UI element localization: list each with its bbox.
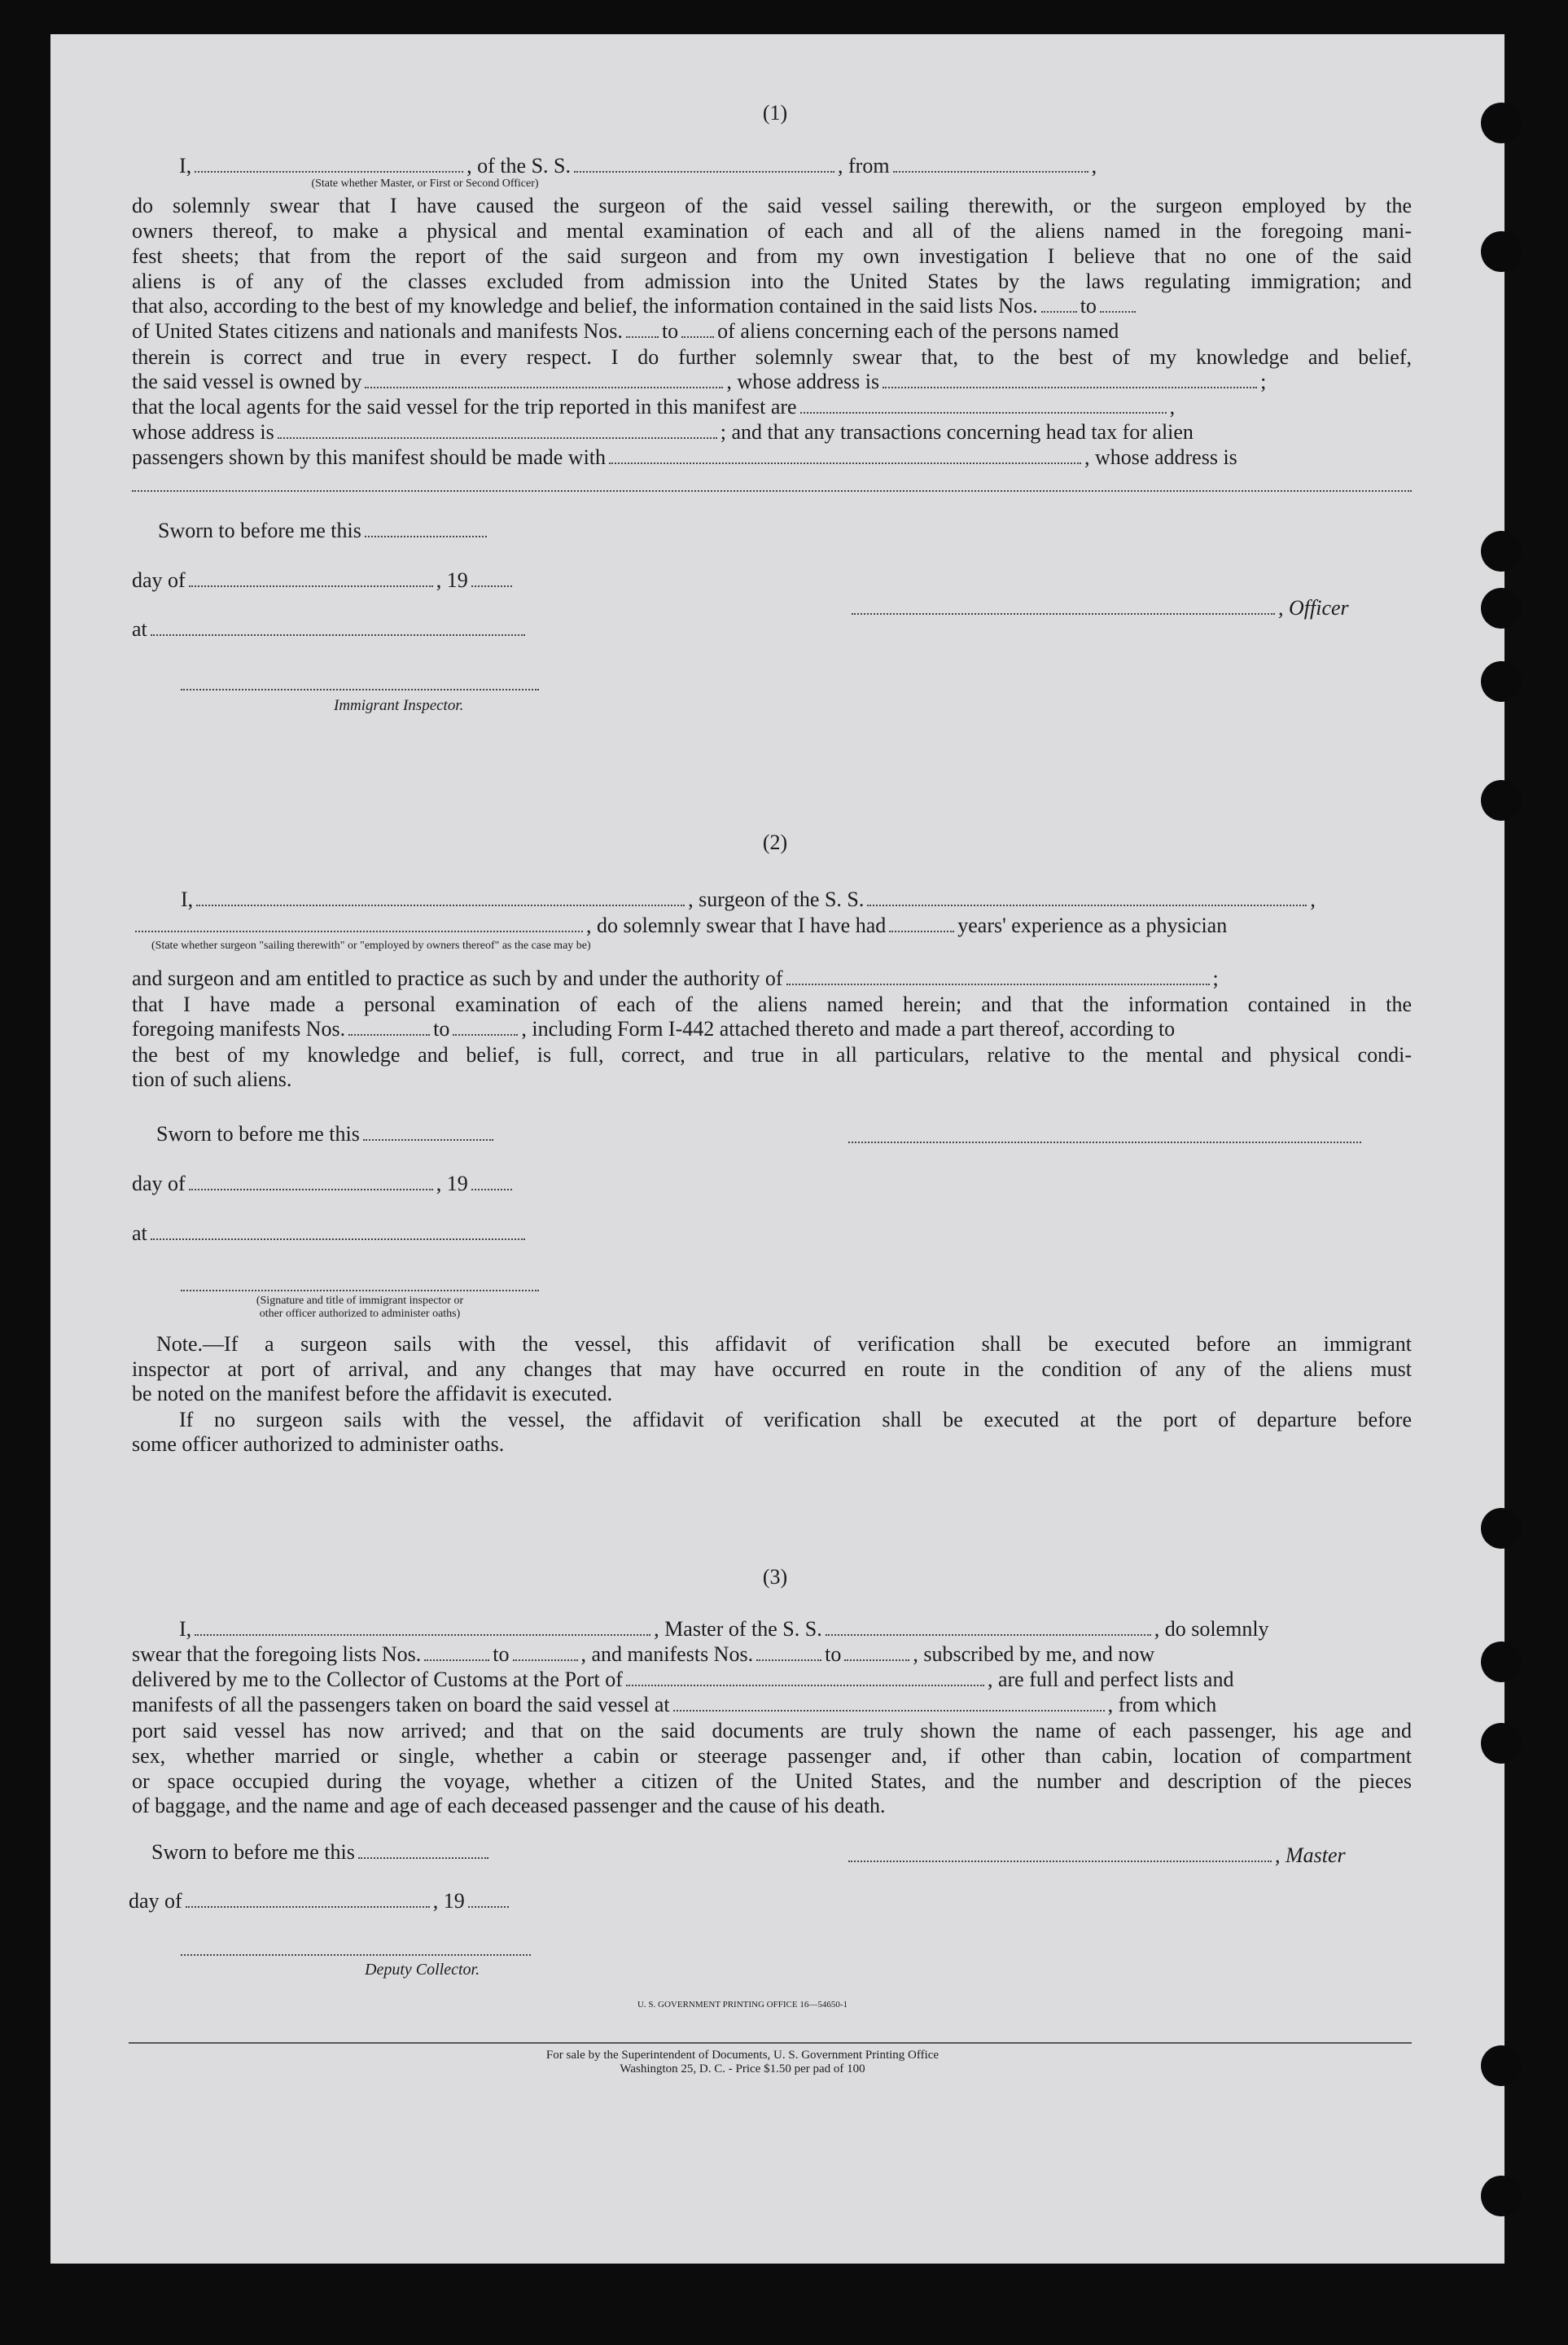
s2-at (132, 1221, 528, 1246)
s2-body-line: tion of such aliens. (132, 1067, 292, 1091)
vessel-name-field[interactable] (574, 156, 834, 173)
form-page (50, 34, 1504, 2264)
s3-year-field[interactable] (468, 1891, 509, 1908)
s2-line1-c: , (1310, 888, 1316, 911)
years-experience-field[interactable] (889, 916, 954, 932)
binder-hole (1481, 1642, 1522, 1682)
s1-line6-c: of aliens concerning each of the persons named (717, 319, 1119, 343)
s1-line9-a: that the local agents for the said vessel for the trip reported in this manifest are (132, 395, 797, 419)
s2-line3-b: ; (1212, 966, 1219, 990)
s2-line5-a: foregoing manifests Nos. (132, 1017, 346, 1041)
s1-caption: (State whether Master, or First or Second Officer) (311, 178, 539, 190)
s1-line-5 (132, 294, 1139, 318)
s2-day-text: day of (132, 1172, 186, 1195)
s3-line2-b: to (493, 1642, 510, 1666)
section-2-number: (2) (762, 831, 788, 854)
binder-hole (1481, 2045, 1522, 2086)
s2-note-line: be noted on the manifest before the affidavit is executed. (132, 1382, 613, 1405)
s3-line-1 (179, 1617, 1269, 1642)
s3-sworn (151, 1840, 492, 1865)
binder-hole (1481, 588, 1522, 629)
s2-line-3 (132, 966, 1219, 991)
s1-address-line (132, 490, 1412, 492)
owner-address-field[interactable] (883, 372, 1257, 388)
s3-i: I, (179, 1617, 192, 1641)
s3-line4-b: , from which (1107, 1693, 1217, 1716)
s1-sworn-text: Sworn to before me this (158, 519, 361, 542)
s2-line-1 (181, 888, 1316, 912)
sale-line-1: For sale by the Superintendent of Documents, U. S. Government Printing Office (545, 2049, 939, 2062)
s3-line2-d: to (825, 1642, 842, 1666)
s3-body-line: port said vessel has now arrived; and that on the said documents are truly shown the name of each passenger, his age and (132, 1719, 1412, 1742)
local-agents-field[interactable] (800, 397, 1167, 414)
agents-address-field[interactable] (278, 423, 717, 439)
s2-line3-a: and surgeon and am entitled to practice as such by and under the authority of (132, 966, 783, 990)
s2-i: I, (181, 888, 194, 911)
s1-at-text: at (132, 617, 147, 641)
s3-line3-a: delivered by me to the Collector of Customs at the Port of (132, 1668, 623, 1691)
s2-note-line: Note.—If a surgeon sails with the vessel, this affidavit of verification shall be executed before an immigrant (156, 1332, 1412, 1356)
s2-year-field[interactable] (471, 1174, 512, 1190)
s1-line6-a: of United States citizens and nationals and manifests Nos. (132, 319, 623, 343)
s3-line2-c: , and manifests Nos. (580, 1642, 754, 1666)
s2-caption: (State whether surgeon "sailing therewith" or "employed by owners thereof" as the case may be) (151, 940, 591, 952)
s2-line1-b: , surgeon of the S. S. (688, 888, 865, 911)
s2-sig-caption-1: (Signature and title of immigrant inspector or (256, 1295, 464, 1307)
binder-hole (1481, 661, 1522, 702)
s1-at-field[interactable] (151, 620, 525, 636)
s3-line-4 (132, 1693, 1216, 1717)
s3-lists-from-field[interactable] (424, 1645, 489, 1661)
s1-line5-text: that also, according to the best of my knowledge and belief, the information contained in the said lists Nos. (132, 294, 1038, 318)
s1-inspector: Immigrant Inspector. (334, 697, 464, 714)
s1-line-1 (179, 154, 1097, 178)
s1-year-field[interactable] (471, 571, 512, 587)
s3-line-2 (132, 1642, 1154, 1667)
s2-officer-signature-line[interactable] (181, 1290, 539, 1291)
sale-line-2: Washington 25, D. C. - Price $1.50 per pad of 100 (620, 2062, 865, 2075)
section-1-number: (1) (762, 101, 788, 125)
officer-label: , Officer (1278, 596, 1349, 620)
s1-line-8 (132, 370, 1266, 394)
master-signature-field[interactable] (848, 1846, 1272, 1862)
s1-line-10 (132, 420, 1194, 445)
s3-sworn-text: Sworn to before me this (151, 1840, 355, 1864)
s1-day-text: day of (132, 568, 186, 592)
s1-line-6 (132, 319, 1119, 344)
s3-line3-b: , are full and perfect lists and (987, 1668, 1234, 1691)
s2-vessel-field[interactable] (867, 890, 1307, 906)
s3-year-text: , 19 (432, 1889, 465, 1913)
manifests-from-field[interactable] (626, 322, 659, 338)
s1-officer (848, 596, 1349, 620)
binder-hole (1481, 1723, 1522, 1764)
s3-line2-e: , subscribed by me, and now (913, 1642, 1155, 1666)
section-3-number: (3) (762, 1565, 788, 1589)
s2-note-line: If no surgeon sails with the vessel, the affidavit of verification shall be executed at the port of departure before (179, 1408, 1412, 1431)
s2-line-5 (132, 1017, 1175, 1041)
s1-body-line: owners thereof, to make a physical and mental examination of each and all of the aliens named in the foregoing mani- (132, 219, 1412, 243)
master-name-field[interactable] (195, 1620, 650, 1636)
s2-line2-b: years' experience as a physician (957, 914, 1228, 937)
s2-sworn-date-field[interactable] (363, 1124, 493, 1141)
s1-line11-b: , whose address is (1084, 445, 1237, 469)
surgeon-name-field[interactable] (196, 890, 685, 906)
s2-line2-a: , do solemnly swear that I have had (586, 914, 887, 937)
s3-vessel-field[interactable] (826, 1620, 1151, 1636)
s3-line4-a: manifests of all the passengers taken on board the said vessel at (132, 1693, 670, 1716)
owner-field[interactable] (365, 372, 723, 388)
s3-sworn-date-field[interactable] (358, 1843, 488, 1859)
s3-manifests-to-field[interactable] (844, 1645, 909, 1661)
s2-body-line: the best of my knowledge and belief, is full, correct, and true in all particulars, relative to the mental and physical condi- (132, 1043, 1412, 1067)
s1-line10-a: whose address is (132, 420, 274, 444)
s3-body-line: of baggage, and the name and age of each deceased passenger and the cause of his death. (132, 1794, 886, 1817)
deputy-signature-line[interactable] (181, 1954, 531, 1956)
s1-body-line: fest sheets; that from the report of the said surgeon and from my own investigation I believe that no one of the said (132, 244, 1412, 268)
s2-year-text: , 19 (436, 1172, 468, 1195)
port-field[interactable] (626, 1670, 984, 1686)
s3-manifests-from-field[interactable] (756, 1645, 821, 1661)
lists-from-field[interactable] (1041, 296, 1077, 313)
lists-to-field[interactable] (1100, 296, 1136, 313)
binder-hole (1481, 103, 1522, 143)
officer-rank-field[interactable] (195, 156, 463, 173)
from-port-field[interactable] (893, 156, 1088, 173)
s1-line8-c: ; (1260, 370, 1267, 393)
s1-line-11 (132, 445, 1237, 470)
s3-line1-b: , Master of the S. S. (654, 1617, 822, 1641)
s2-day-field[interactable] (189, 1174, 433, 1190)
s3-day-text: day of (129, 1889, 182, 1913)
s2-manifests-from-field[interactable] (348, 1019, 430, 1036)
s2-note-line: inspector at port of arrival, and any changes that may have occurred en route in the condition of any of the aliens must (132, 1357, 1412, 1381)
binder-hole (1481, 231, 1522, 272)
s3-body-line: or space occupied during the voyage, whether a citizen of the United States, and the number and description of the pieces (132, 1769, 1412, 1793)
manifests-to-field[interactable] (681, 322, 714, 338)
surgeon-status-field[interactable] (135, 916, 583, 932)
binder-hole (1481, 1508, 1522, 1549)
s2-manifests-to-field[interactable] (453, 1019, 518, 1036)
s1-from: , from (838, 154, 890, 178)
s1-to: to (1080, 294, 1097, 318)
s3-body-line: sex, whether married or single, whether a cabin or steerage passenger and, if other than cabin, location of compartment (132, 1744, 1412, 1768)
binder-hole (1481, 531, 1522, 572)
s1-line8-a: the said vessel is owned by (132, 370, 362, 393)
s2-at-field[interactable] (151, 1224, 525, 1240)
printing-office-line: U. S. GOVERNMENT PRINTING OFFICE 16—54650-1 (637, 2000, 848, 2010)
s1-line9-b: , (1169, 395, 1176, 419)
footer-rule (129, 2042, 1412, 2044)
s1-i: I, (179, 154, 192, 178)
surgeon-signature-line[interactable] (848, 1142, 1361, 1143)
s1-sworn (158, 519, 490, 543)
s1-day (132, 568, 515, 593)
s3-day-field[interactable] (186, 1891, 430, 1908)
s2-line5-c: , including Form I-442 attached thereto and made a part thereof, according to (521, 1017, 1176, 1041)
s2-sworn-text: Sworn to before me this (156, 1122, 360, 1146)
s1-year-text: , 19 (436, 568, 468, 592)
master-label: , Master (1275, 1843, 1346, 1867)
s1-comma: , (1091, 154, 1097, 178)
binder-hole (1481, 780, 1522, 821)
s2-at-text: at (132, 1221, 147, 1245)
s2-sworn (156, 1122, 497, 1146)
s3-line-3 (132, 1668, 1233, 1692)
s2-day (132, 1172, 515, 1196)
s1-line8-b: , whose address is (726, 370, 880, 393)
s1-line6-b: to (661, 319, 679, 343)
s3-deputy: Deputy Collector. (365, 1961, 480, 1979)
s2-sig-caption-2: other officer authorized to administer oaths) (259, 1308, 461, 1320)
s1-line10-b: ; and that any transactions concerning head tax for alien (720, 420, 1194, 444)
s1-body-line: aliens is of any of the classes excluded from admission into the United States by the laws regulating immigration; and (132, 270, 1412, 293)
s3-master (845, 1843, 1346, 1868)
s3-day (129, 1889, 512, 1913)
s2-line-2 (132, 914, 1227, 938)
inspector-signature-line[interactable] (181, 689, 539, 690)
s1-line11-a: passengers shown by this manifest should be made with (132, 445, 607, 469)
s3-line1-c: , do solemnly (1154, 1617, 1269, 1641)
head-tax-contact-field[interactable] (609, 448, 1081, 464)
s2-note-line: some officer authorized to administer oaths. (132, 1432, 505, 1456)
s1-sworn-date-field[interactable] (365, 521, 487, 537)
s1-line-9 (132, 395, 1175, 419)
officer-signature-field[interactable] (852, 598, 1275, 615)
authority-field[interactable] (786, 969, 1210, 985)
s2-line5-b: to (433, 1017, 450, 1041)
s1-of-ss: , of the S. S. (466, 154, 572, 178)
s3-lists-to-field[interactable] (513, 1645, 578, 1661)
departure-port-field[interactable] (673, 1695, 1105, 1712)
s2-body-line: that I have made a personal examination of each of the aliens named herein; and that the information contained in the (132, 993, 1412, 1016)
s1-day-field[interactable] (189, 571, 433, 587)
s1-at (132, 617, 528, 642)
binder-hole (1481, 2176, 1522, 2216)
s1-body-line: do solemnly swear that I have caused the surgeon of the said vessel sailing therewith, or the surgeon employed by the (132, 194, 1412, 217)
s1-body-line: therein is correct and true in every respect. I do further solemnly swear that, to the best of my knowledge and belief, (132, 345, 1412, 369)
s3-line2-a: swear that the foregoing lists Nos. (132, 1642, 422, 1666)
